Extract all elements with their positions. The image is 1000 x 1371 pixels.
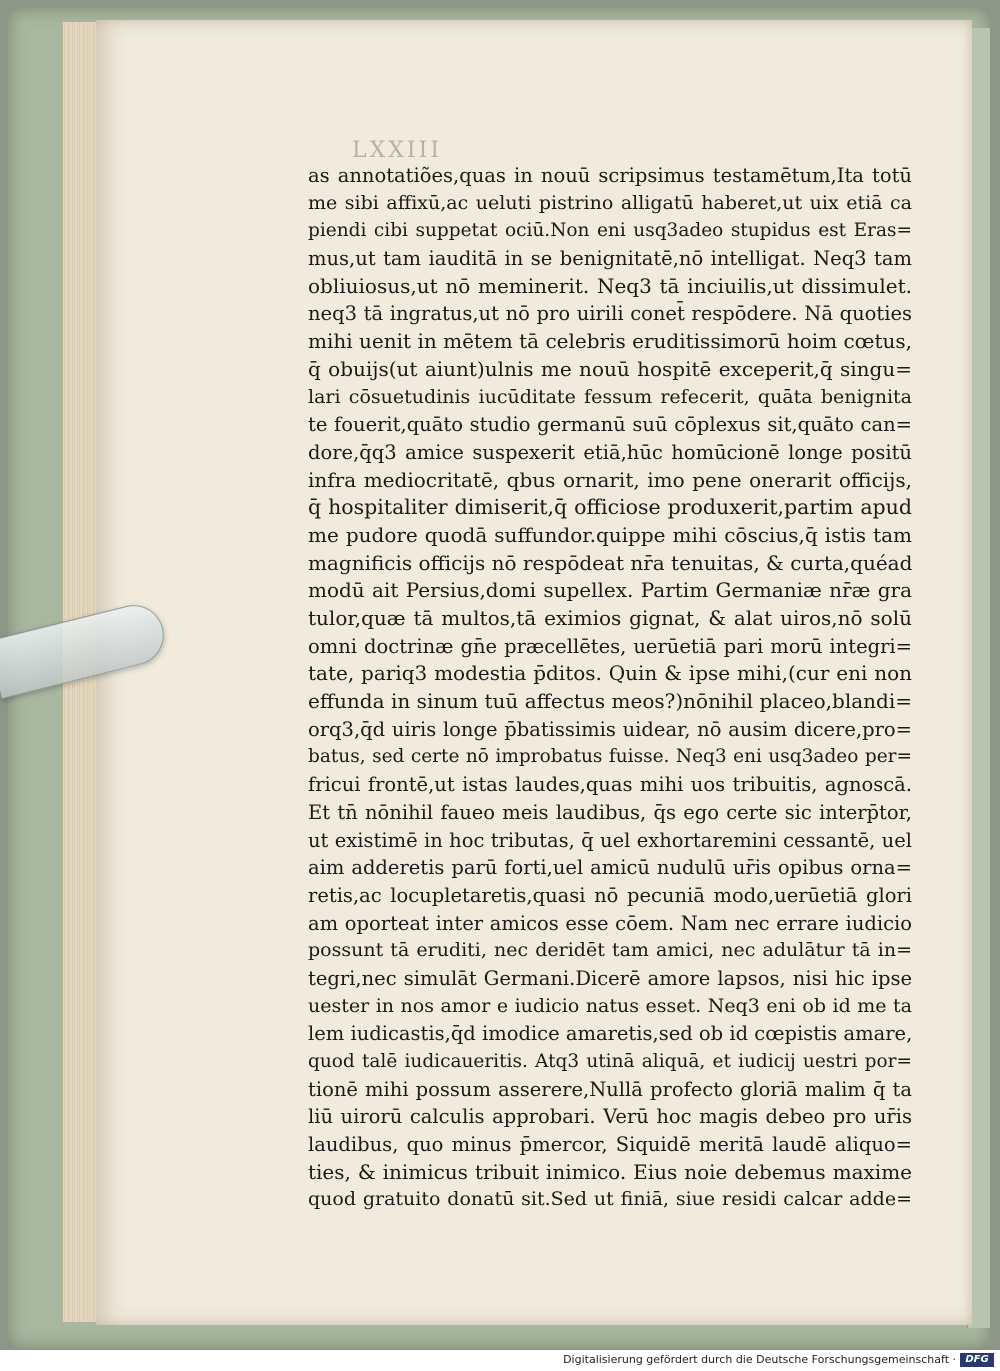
text-line: fricui frontē,ut istas laudes,quas mihi uos tribuitis, agnoscā. xyxy=(308,773,912,797)
text-line: tegri,nec simulāt Germani.Dicerē amore lapsos, nisi hic ipse xyxy=(308,966,912,990)
text-line: batus, sed certe nō improbatus fuisse. Neq3 eni usq3adeo per= xyxy=(308,746,912,768)
text-line: am oporteat inter amicos esse cōem. Nam nec errare iudicio xyxy=(308,911,912,935)
text-block xyxy=(308,162,912,1214)
text-line: mihi uenit in mētem tā celebris eruditissimorū hoim cœtus, xyxy=(308,329,912,354)
text-line: liū uirorū calculis approbari. Verū hoc magis debeo pro ur̄is xyxy=(308,1105,912,1129)
text-line: infra mediocritatē, qbus ornarit, imo pene onerarit officijs, xyxy=(308,467,912,492)
text-line: dore,q̄q3 amice suspexerit etiā,hūc homūcionē longe positū xyxy=(308,440,912,464)
text-line: lari cōsuetudinis iucūditate fessum refecerit, quāta benignita xyxy=(308,385,912,408)
text-line: mus,ut tam iauditā in se benignitatē,nō intelligat. Neq3 tam xyxy=(308,247,912,271)
text-line: quod talē iudicaueritis. Atq3 utinā aliquā, et iudicij uestri por= xyxy=(308,1051,912,1072)
text-line: retis,ac locupletaretis,quasi nō pecuniā modo,uerūetiā glori xyxy=(308,883,912,907)
text-line: magnificis officijs nō respōdeat nr̄a tenuitas, & curta,quéad xyxy=(308,550,912,575)
text-line: tate, pariq3 modestia p̄ditos. Quin & ipse mihi,(cur eni non xyxy=(308,661,912,686)
text-line: neq3 tā ingratus,ut nō pro uirili conet̄ respōdere. Nā quoties xyxy=(308,302,912,326)
text-line: as annotatiões,quas in nouū scripsimus testamētum,Ita totū xyxy=(308,164,912,187)
text-line: uester in nos amor e iudicio natus esset. Neq3 eni ob id me ta xyxy=(308,994,912,1017)
text-line: omni doctrinæ gn̄e præcellētes, uerūetiā pari morū integri= xyxy=(308,634,912,658)
text-line: modū ait Persius,domi supellex. Partim Germaniæ nr̄æ gra xyxy=(308,578,912,603)
text-line: effunda in sinum tuū affectus meos?)nōnihil placeo,blandi= xyxy=(308,689,912,714)
text-line: q̄ obuijs(ut aiunt)ulnis me nouū hospitē exceperit,q̄ singu= xyxy=(308,356,912,381)
funding-credit: Digitalisierung gefördert durch die Deutsche Forschungsgemeinschaft · xyxy=(563,1353,956,1366)
dfg-logo: DFG xyxy=(960,1353,994,1367)
text-line: aim adderetis parū forti,uel amicū nudulū ur̄is opibus orna= xyxy=(308,856,912,880)
text-line: q̄ hospitaliter dimiserit,q̄ officiose produxerit,partim apud xyxy=(308,495,912,520)
text-line: me pudore quodā suffundor.quippe mihi cōscius,q̄ istis tam xyxy=(308,522,912,547)
text-line: piendi cibi suppetat ociū.Non eni usq3adeo stupidus est Eras= xyxy=(308,220,912,242)
text-line: quod gratuito donatū sit.Sed ut finiā, siue residi calcar adde= xyxy=(308,1188,912,1211)
folio-number: LXXIII xyxy=(352,138,443,163)
text-line: orq3,q̄d uiris longe p̄batissimis uidear, nō ausim dicere,pro= xyxy=(308,717,912,741)
text-line: me sibi affixū,ac ueluti pistrino alligatū haberet,ut uix etiā ca xyxy=(308,191,912,214)
text-line: tionē mihi possum asserere,Nullā profecto gloriā malim q̄ ta xyxy=(308,1077,912,1101)
text-line: ties, & inimicus tribuit inimico. Eius noie debemus maxime xyxy=(308,1159,912,1184)
text-line: tulor,quæ tā multos,tā eximios gignat, & alat uiros,nō solū xyxy=(308,606,912,630)
text-line: possunt tā eruditi, nec deridēt tam amici, nec adulātur tā in= xyxy=(308,939,912,962)
footer-bar xyxy=(0,1350,1000,1371)
text-line: lem iudicastis,q̄d imodice amaretis,sed ob id cœpistis amare, xyxy=(308,1022,912,1046)
text-line: Et tn̄ nōnihil faueo meis laudibus, q̄s ego certe sic interp̄tor, xyxy=(308,800,912,824)
text-line: ut existimē in hoc tributas, q̄ uel exhortaremini cessantē, uel xyxy=(308,828,912,852)
text-line: laudibus, quo minus p̄mercor, Siquidē meritā laudē aliquo= xyxy=(308,1133,912,1157)
text-line: te fouerit,quāto studio germanū suū cōplexus sit,quāto can= xyxy=(308,413,912,437)
text-line: obliuiosus,ut nō meminerit. Neq3 tā inciuilis,ut dissimulet. xyxy=(308,273,912,298)
